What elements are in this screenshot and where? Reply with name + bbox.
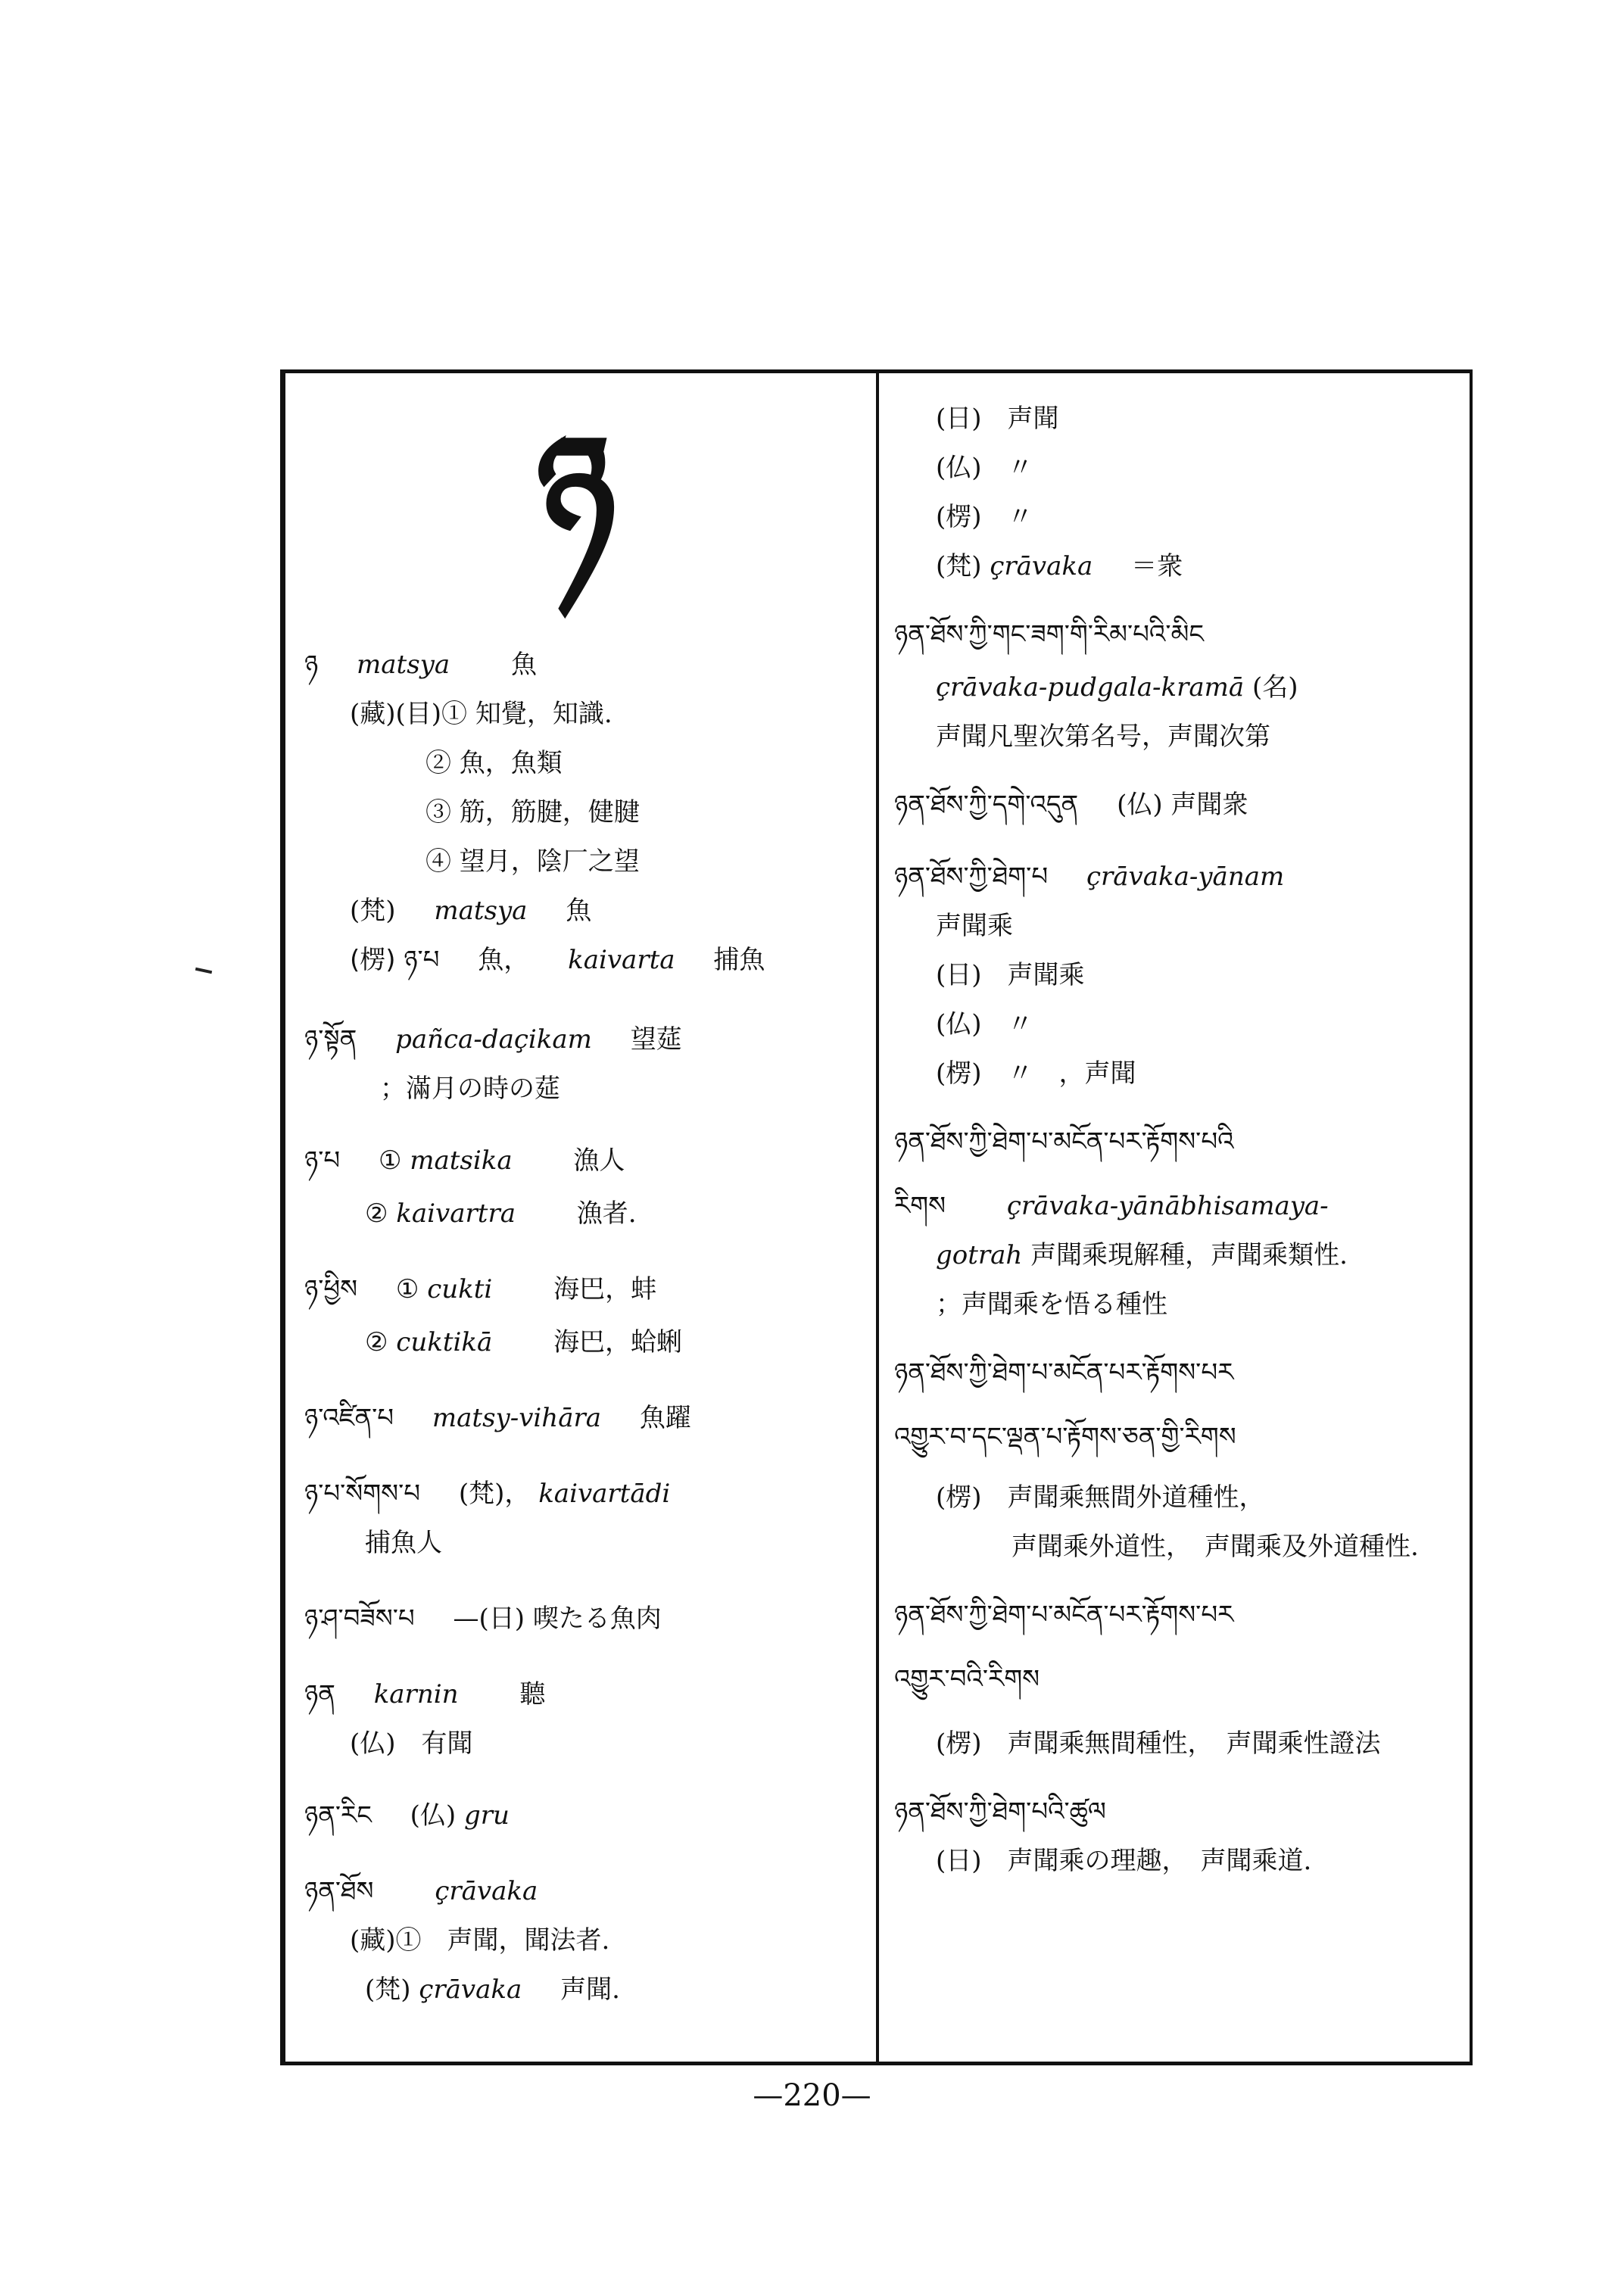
dictionary-entry: ཉ་པ ① matsika 漁人 xyxy=(304,1145,625,1176)
section-heading-letter: ཉ xyxy=(535,401,617,579)
entry-line: (楞) 声聞乘無間種性， 声聞乘性證法 xyxy=(936,1728,1381,1759)
dictionary-entry: ཉན་ཐོས་ཀྱི་ཐེག་པ་མངོན་པར་རྟོགས་པར xyxy=(894,1357,1234,1388)
entry-line: (日) 声聞乘 xyxy=(936,960,1085,990)
entry-line: 捕魚人 xyxy=(365,1528,442,1558)
dictionary-page-frame xyxy=(280,369,1473,2065)
dictionary-entry: ཉན་ཐོས་ཀྱི་དགེ་འདུན (仏) 声聞衆 xyxy=(894,790,1248,820)
left-column xyxy=(285,373,876,2062)
entry-line: (梵) çrāvaka ＝衆 xyxy=(936,551,1183,581)
entry-line: (藏)(目)① 知覺，知識. xyxy=(350,699,613,729)
entry-line: çrāvaka-pudgala-kramā (名) xyxy=(936,672,1298,703)
entry-line: ③ 筋，筋腱，健腱 xyxy=(425,797,640,828)
entry-line: (仏) 有聞 xyxy=(350,1728,473,1759)
entry-line: ；滿月の時の莚 xyxy=(380,1074,560,1104)
dictionary-entry: ཉན་ཐོས་ཀྱི་ཐེག་པ çrāvaka-yānam xyxy=(894,862,1285,892)
entry-line: (楞) 〃 xyxy=(936,502,1033,532)
dictionary-entry: ཉ matsya 魚 xyxy=(304,650,537,680)
entry-line: འགྱུར་བའི་རིགས xyxy=(894,1664,1040,1694)
dictionary-entry: ཉ་པ་སོགས་པ (梵)， kaivartādi xyxy=(304,1479,671,1509)
entry-line: (日) 声聞乘の理趣， 声聞乘道. xyxy=(936,1846,1312,1876)
entry-line: ；声聞乘を悟る種性 xyxy=(936,1289,1167,1320)
margin-mark xyxy=(195,968,212,974)
dictionary-entry: ཉན་ཐོས་ཀྱི་ཐེག་པ་མངོན་པར་རྟོགས་པར xyxy=(894,1600,1234,1630)
entry-line: (楞) 〃 ，声聞 xyxy=(936,1058,1136,1089)
dictionary-entry: ཉན་རིང (仏) gru xyxy=(304,1800,510,1831)
entry-line: ② cuktikā 海巴，蛤蜊 xyxy=(365,1327,683,1357)
entry-line: ② kaivartra 漁者. xyxy=(365,1198,637,1229)
dictionary-entry: ཉན་ཐོས་ཀྱི་ཐེག་པ་མངོན་པར་རྟོགས་པའི xyxy=(894,1127,1234,1157)
entry-line: (藏)① 声聞，聞法者. xyxy=(350,1925,610,1956)
entry-line: (梵) matsya 魚 xyxy=(350,896,592,926)
entry-line: gotrah 声聞乘現解種，声聞乘類性. xyxy=(936,1240,1348,1270)
right-column xyxy=(879,373,1473,2062)
dictionary-entry: ཉ་ཕྱིས ① cukti 海巴，蚌 xyxy=(304,1274,657,1304)
entry-line: (楞) ཉ་པ 魚， kaivarta 捕魚 xyxy=(350,945,765,975)
entry-line: (楞) 声聞乘無間外道種性， xyxy=(936,1482,1265,1513)
entry-line: 声聞凡聖次第名号，声聞次第 xyxy=(936,722,1270,752)
dictionary-entry: ཉ་འཛིན་པ matsy-vihāra 魚躍 xyxy=(304,1403,691,1433)
entry-line: (仏) 〃 xyxy=(936,453,1033,483)
entry-line: (仏) 〃 xyxy=(936,1009,1033,1039)
dictionary-entry: ཉན་ཐོས çrāvaka xyxy=(304,1876,538,1906)
entry-line: རིགས çrāvaka-yānābhisamaya- xyxy=(894,1191,1329,1221)
dictionary-entry: ཉ་ཤ་བཟོས་པ —(日) 喫たる魚肉 xyxy=(304,1604,662,1634)
entry-line: 声聞乘外道性， 声聞乘及外道種性. xyxy=(1011,1532,1419,1562)
dictionary-entry: ཉན་ཐོས་ཀྱི་ཐེག་པའི་ཚུལ xyxy=(894,1797,1106,1827)
entry-line: འགྱུར་བ་དང་ལྡན་པ་རྟོགས་ཅན་གྱི་རིགས xyxy=(894,1422,1236,1452)
entry-line: ④ 望月，陰厂之望 xyxy=(425,846,640,877)
dictionary-entry: ཉ་སྟོན pañca-daçikam 望莚 xyxy=(304,1024,682,1055)
entry-line: (梵) çrāvaka 声聞. xyxy=(365,1975,620,2005)
page-number: —220— xyxy=(753,2078,871,2113)
entry-line: 声聞乘 xyxy=(936,911,1013,941)
dictionary-entry: ཉན karnin 聽 xyxy=(304,1679,546,1710)
entry-line: ② 魚，魚類 xyxy=(425,748,563,778)
entry-line: (日) 声聞 xyxy=(936,404,1059,434)
dictionary-entry: ཉན་ཐོས་ཀྱི་གང་ཟག་གི་རིམ་པའི་མིང xyxy=(894,619,1204,650)
